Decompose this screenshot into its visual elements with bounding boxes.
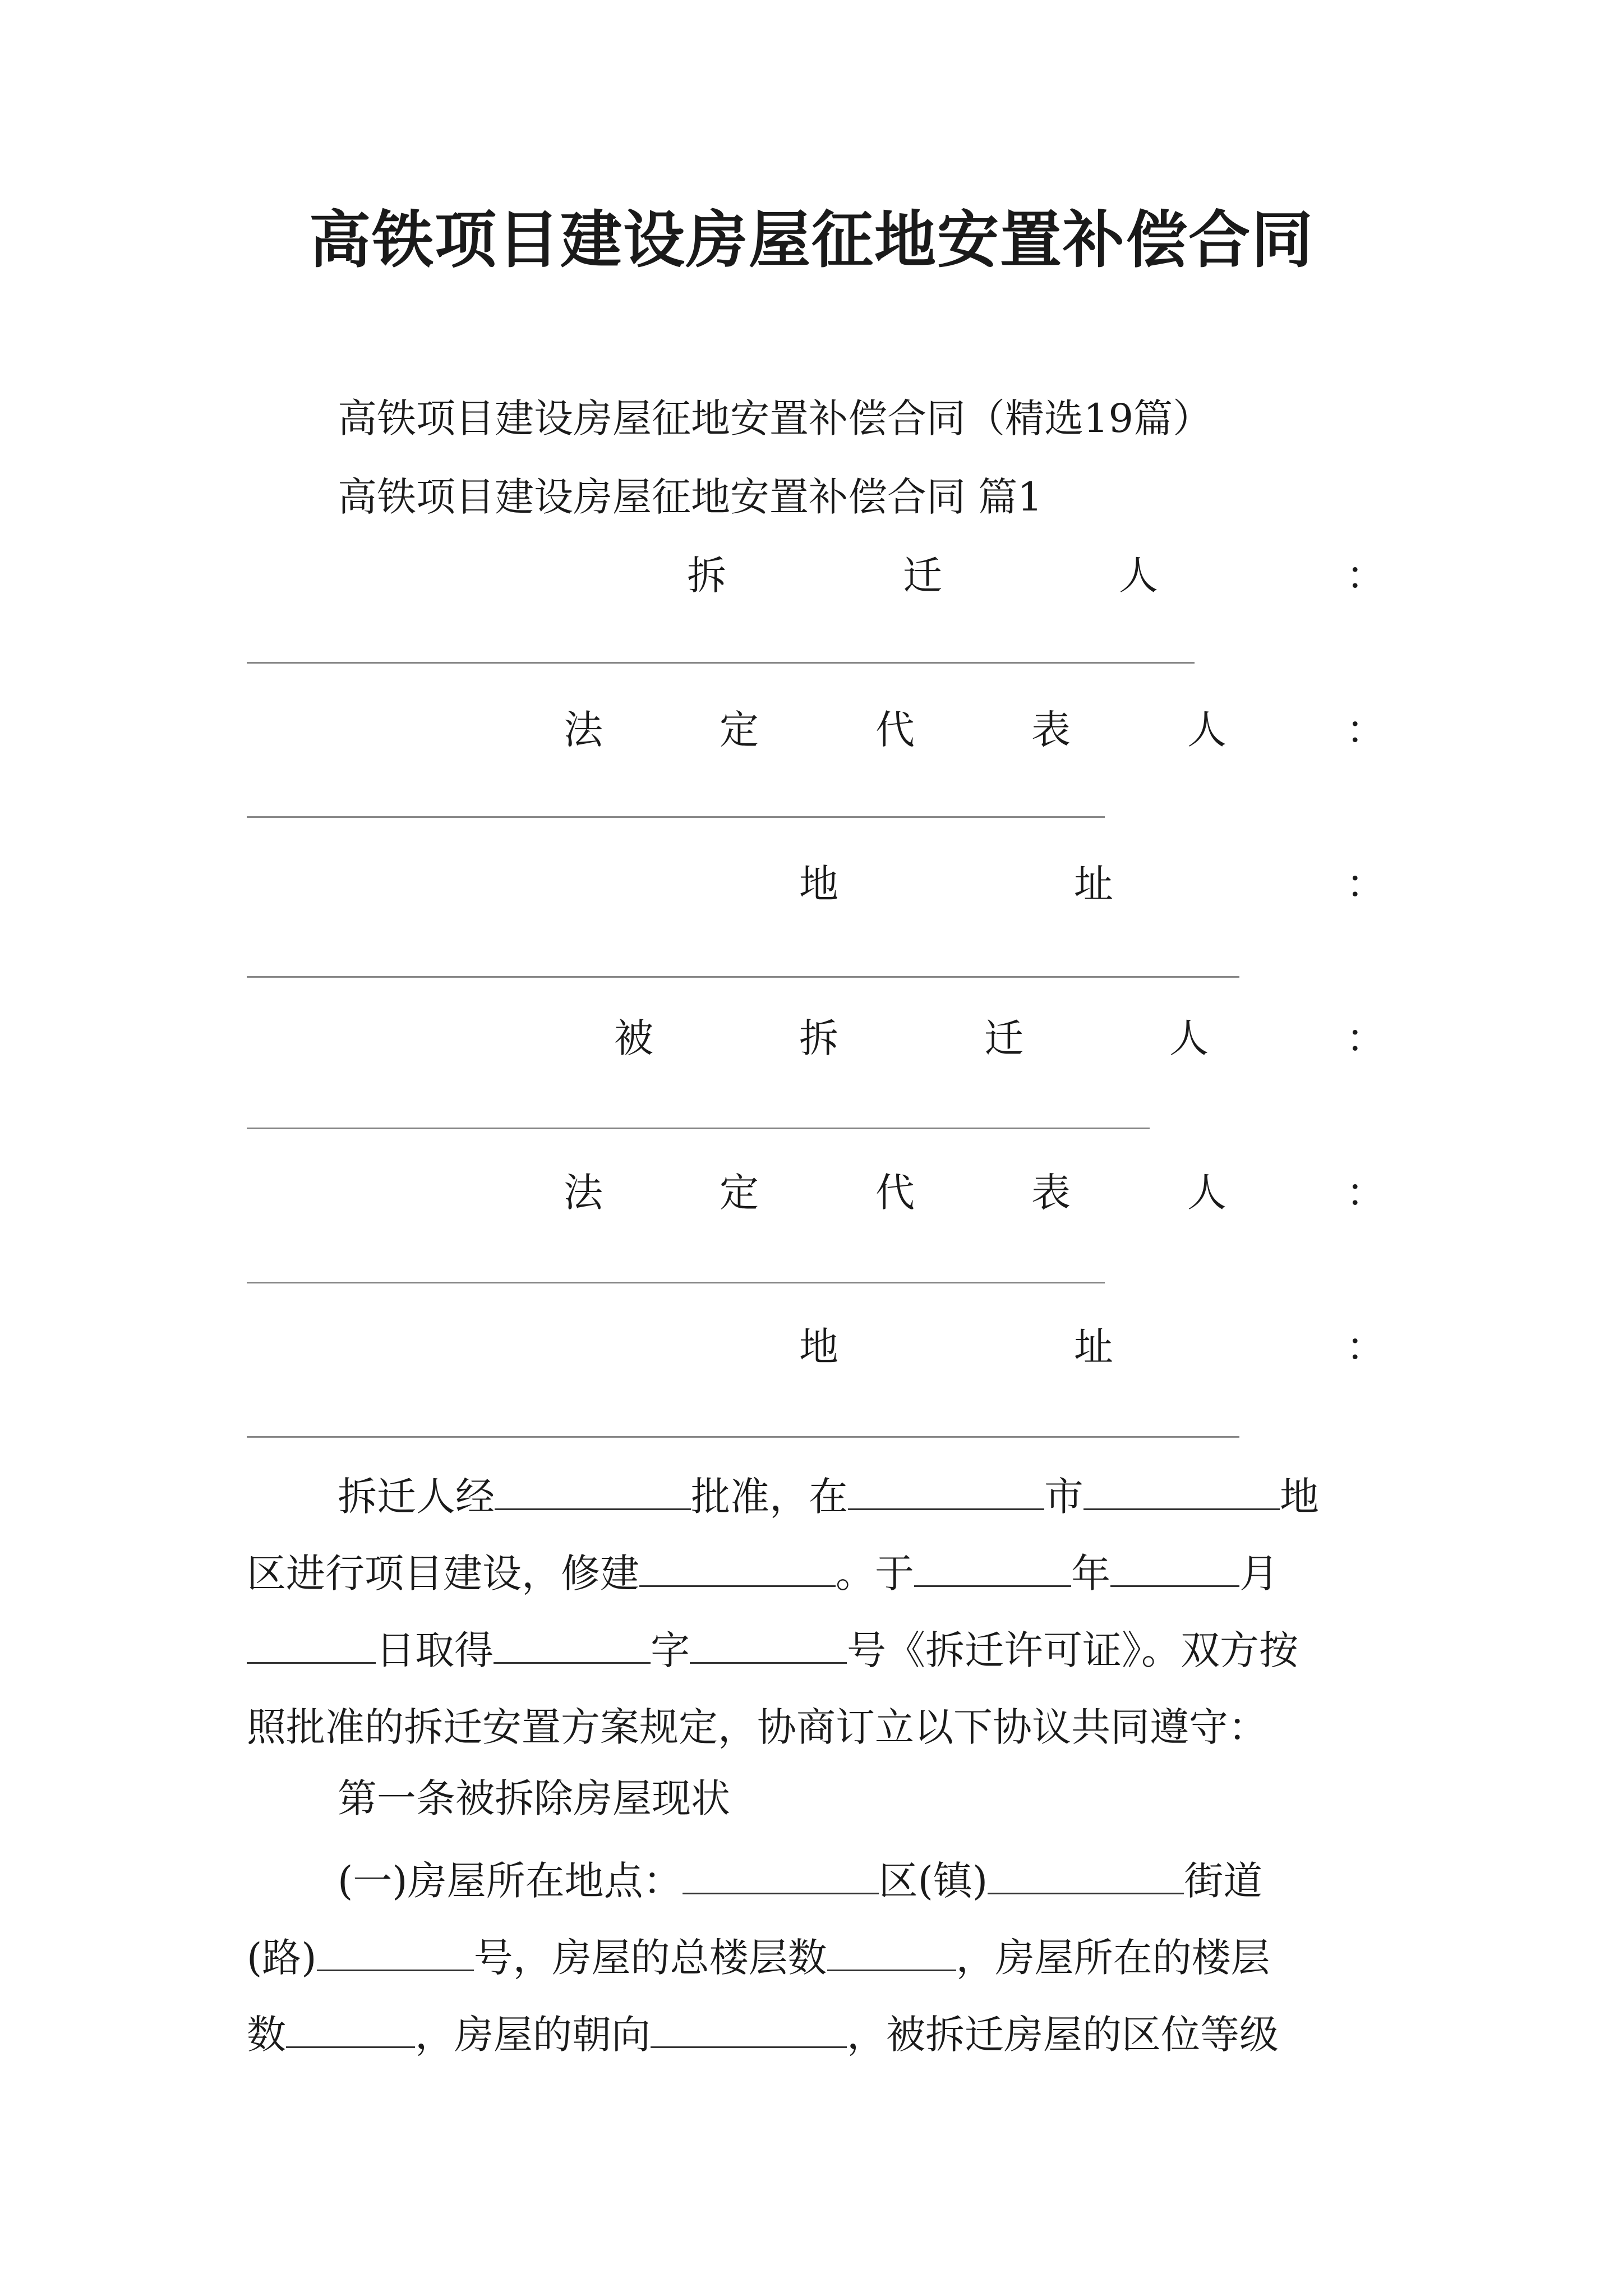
label-char: 地 xyxy=(799,1324,838,1370)
blank-field xyxy=(848,1476,1044,1510)
article-heading: 第一条被拆除房屋现状 xyxy=(338,1775,730,1821)
text-run: 街道 xyxy=(1184,1858,1263,1904)
label-char: 定 xyxy=(720,1170,759,1216)
blank-field xyxy=(494,1630,651,1664)
text-run: 市 xyxy=(1044,1474,1083,1520)
label-char: 址 xyxy=(1074,1324,1113,1370)
fill-line xyxy=(247,1436,1239,1438)
text-run: 字 xyxy=(651,1627,690,1673)
blank-field xyxy=(651,2014,847,2048)
blank-field xyxy=(690,1630,847,1664)
fill-line xyxy=(247,1282,1105,1283)
label-char: 法 xyxy=(564,707,603,753)
text-run: 数 xyxy=(247,2012,286,2058)
label-colon: ： xyxy=(1346,1170,1385,1216)
text-run: 日取得 xyxy=(376,1627,494,1673)
text-run: ，房屋的朝向 xyxy=(415,2012,651,2058)
blank-field xyxy=(286,2014,415,2048)
fill-line xyxy=(247,976,1239,978)
blank-field xyxy=(495,1476,691,1510)
label-char: 拆 xyxy=(687,553,726,599)
text-run: ，被拆迁房屋的区位等级 xyxy=(847,2012,1279,2058)
fill-line xyxy=(247,1128,1150,1129)
text-run: (一)房屋所在地点： xyxy=(338,1858,683,1904)
text-run: 号，房屋的总楼层数 xyxy=(473,1935,827,1981)
label-char: 表 xyxy=(1031,707,1071,753)
label-char: 拆 xyxy=(799,1015,838,1061)
label-colon: ： xyxy=(1346,1015,1385,1061)
document-subtitle: 高铁项目建设房屋征地安置补偿合同（精选19篇） xyxy=(338,395,1212,441)
label-char: 人 xyxy=(1119,553,1158,599)
blank-field xyxy=(317,1937,474,1971)
party-legal-rep-row-2 xyxy=(247,1161,1385,1217)
label-char: 迁 xyxy=(984,1015,1023,1061)
text-run: 月 xyxy=(1239,1550,1279,1596)
text-run: (路) xyxy=(247,1935,317,1981)
text-run: 。于 xyxy=(836,1550,914,1596)
label-char: 人 xyxy=(1187,707,1227,753)
label-char: 址 xyxy=(1074,861,1113,907)
label-char: 代 xyxy=(875,1170,915,1216)
label-colon: ： xyxy=(1346,707,1385,753)
label-char: 定 xyxy=(720,707,759,753)
blank-field xyxy=(683,1860,879,1894)
label-char: 人 xyxy=(1187,1170,1227,1216)
text-run: 照批准的拆迁安置方案规定，协商订立以下协议共同遵守： xyxy=(247,1704,1267,1750)
label-char: 代 xyxy=(875,707,915,753)
label-colon: ： xyxy=(1346,1324,1385,1370)
paragraph-house-status xyxy=(247,1843,1391,2073)
party-address-row xyxy=(247,853,1385,909)
section-heading: 高铁项目建设房屋征地安置补偿合同 篇1 xyxy=(338,474,1043,520)
text-run: 拆迁人经 xyxy=(338,1474,495,1520)
blank-field xyxy=(247,1630,376,1664)
party-demolished-row xyxy=(247,1007,1385,1063)
label-char: 人 xyxy=(1169,1015,1209,1061)
blank-field xyxy=(988,1860,1184,1894)
fill-line xyxy=(247,662,1195,664)
text-run: 地 xyxy=(1280,1474,1319,1520)
text-run: 年 xyxy=(1071,1550,1110,1596)
blank-field xyxy=(639,1553,836,1587)
blank-field xyxy=(914,1553,1071,1587)
blank-field xyxy=(1083,1476,1280,1510)
label-char: 法 xyxy=(564,1170,603,1216)
label-char: 地 xyxy=(799,861,838,907)
text-run: 区进行项目建设，修建 xyxy=(247,1550,639,1596)
label-char: 迁 xyxy=(903,553,942,599)
blank-field xyxy=(827,1937,956,1971)
label-char: 表 xyxy=(1031,1170,1071,1216)
paragraph-permit xyxy=(247,1458,1391,1766)
blank-field xyxy=(1110,1553,1239,1587)
document-title: 高铁项目建设房屋征地安置补偿合同 xyxy=(309,204,1314,276)
text-run: 号《拆迁许可证》。双方按 xyxy=(847,1627,1298,1673)
text-run: 批准，在 xyxy=(691,1474,848,1520)
party-address-row-2 xyxy=(247,1315,1385,1372)
party-legal-rep-row xyxy=(247,698,1385,754)
text-run: 区(镇) xyxy=(878,1858,988,1904)
label-colon: ： xyxy=(1346,553,1385,599)
label-char: 被 xyxy=(614,1015,653,1061)
text-run: ，房屋所在的楼层 xyxy=(956,1935,1270,1981)
party-demolisher-row xyxy=(247,544,1385,600)
fill-line xyxy=(247,816,1105,818)
label-colon: ： xyxy=(1346,861,1385,907)
